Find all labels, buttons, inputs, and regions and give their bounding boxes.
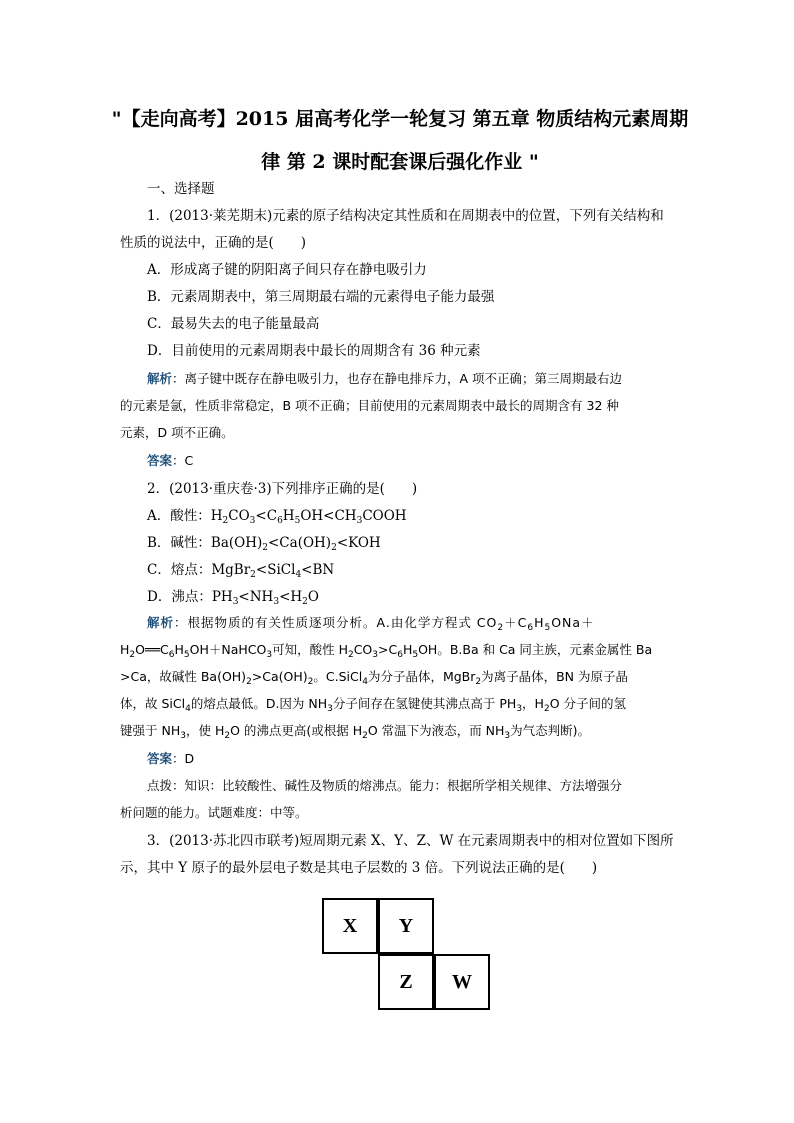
cell-z: Z bbox=[378, 954, 434, 1010]
answer-label: 答案 bbox=[147, 751, 173, 766]
section-heading: 一、选择题 bbox=[147, 181, 215, 197]
q2-stem: 2．(2013·重庆卷·3)下列排序正确的是( ) bbox=[147, 481, 418, 497]
q2-option-c: C．熔点：MgBr$_2$<SiCl$_4$<BN bbox=[147, 562, 335, 580]
q1-analysis-line3: 元素，D 项不正确。 bbox=[120, 425, 234, 440]
q1-answer-value: ：C bbox=[172, 453, 194, 468]
q2-answer-value: ：D bbox=[172, 751, 195, 766]
q2-answer bbox=[147, 750, 194, 768]
q2-analysis-line3: >Ca，故碱性 $Ba(OH)_2>Ca(OH)_2$。C.SiCl$_4$为分子晶体，MgBr$_2$为离子晶体，BN 为原子晶 bbox=[120, 669, 629, 687]
q2-tip-line1: 点拨：知识：比较酸性、碱性及物质的熔沸点。能力：根据所学相关规律、方法增强分 bbox=[147, 778, 623, 793]
analysis-label: 解析 bbox=[147, 371, 173, 386]
answer-label: 答案 bbox=[147, 453, 173, 468]
doc-title-line2: 律 第 2 课时配套课后强化作业 " bbox=[261, 151, 539, 173]
q2-analysis-line1: 解析：根据物质的有关性质逐项分析。A.由化学方程式 $CO_2+C_6H_5ONa+$ bbox=[147, 615, 595, 633]
doc-title-line1: "【走向高考】2015 届高考化学一轮复习 第五章 物质结构元素周期 bbox=[111, 108, 689, 130]
q1-analysis-text: ：离子键中既存在静电吸引力，也存在静电排斥力，A 项不正确；第三周期最右边 bbox=[172, 371, 623, 386]
analysis-label: 解析 bbox=[147, 615, 175, 630]
q2-tip-line2: 析问题的能力。试题难度：中等。 bbox=[120, 805, 308, 820]
q1-stem-line2: 性质的说法中，正确的是( ) bbox=[120, 235, 307, 251]
q1-option-d: D．目前使用的元素周期表中最长的周期含有 36 种元素 bbox=[147, 343, 481, 359]
q3-stem-line2: 示，其中 Y 原子的最外层电子数是其电子层数的 3 倍。下列说法正确的是( ) bbox=[120, 860, 598, 876]
q3-stem-line1: 3．(2013·苏北四市联考)短周期元素 X、Y、Z、W 在元素周期表中的相对位置如下图所 bbox=[147, 833, 674, 849]
cell-x: X bbox=[322, 898, 378, 954]
cell-w: W bbox=[434, 954, 490, 1010]
q2-analysis-line5: 键强于 $NH_3$，使 $H_2O$ 的沸点更高(或根据 $H_2O$ 常温下为液态，而 $NH_3$为气态判断)。 bbox=[120, 723, 591, 741]
q2-analysis-line2: $H_2O══C_6H_5OH+NaHCO_3$可知，酸性 $H_2CO_3>C_6H_5OH$。B.Ba 和 Ca 同主族，元素金属性 Ba bbox=[120, 642, 653, 660]
q1-stem-line1: 1．(2013·莱芜期末)元素的原子结构决定其性质和在周期表中的位置，下列有关结构和 bbox=[147, 208, 664, 224]
cell-y: Y bbox=[378, 898, 434, 954]
q2-option-d: D．沸点：$PH_3<NH_3<H_2O$ bbox=[147, 589, 319, 607]
q1-answer bbox=[147, 452, 193, 470]
q1-analysis-line2: 的元素是氩，性质非常稳定，B 项不正确；目前使用的元素周期表中最长的周期含有 32 种 bbox=[120, 398, 619, 413]
q1-analysis-line1 bbox=[147, 370, 622, 388]
q2-option-b: B．碱性：$Ba(OH)_2<Ca(OH)_2<KOH$ bbox=[147, 535, 381, 553]
q1-option-c: C．最易失去的电子能量最高 bbox=[147, 316, 320, 332]
q1-option-b: B．元素周期表中，第三周期最右端的元素得电子能力最强 bbox=[147, 289, 495, 305]
q2-analysis-line4: 体，故 SiCl$_4$的熔点最低。D.因为 $NH_3$分子间存在氢键使其沸点高于 $PH_3$，$H_2O$ 分子间的氢 bbox=[120, 696, 626, 714]
q2-option-a: A．酸性：$H_2CO_3<C_6H_5OH<CH_3COOH$ bbox=[147, 508, 407, 526]
q1-option-a: A．形成离子键的阴阳离子间只存在静电吸引力 bbox=[147, 262, 427, 278]
